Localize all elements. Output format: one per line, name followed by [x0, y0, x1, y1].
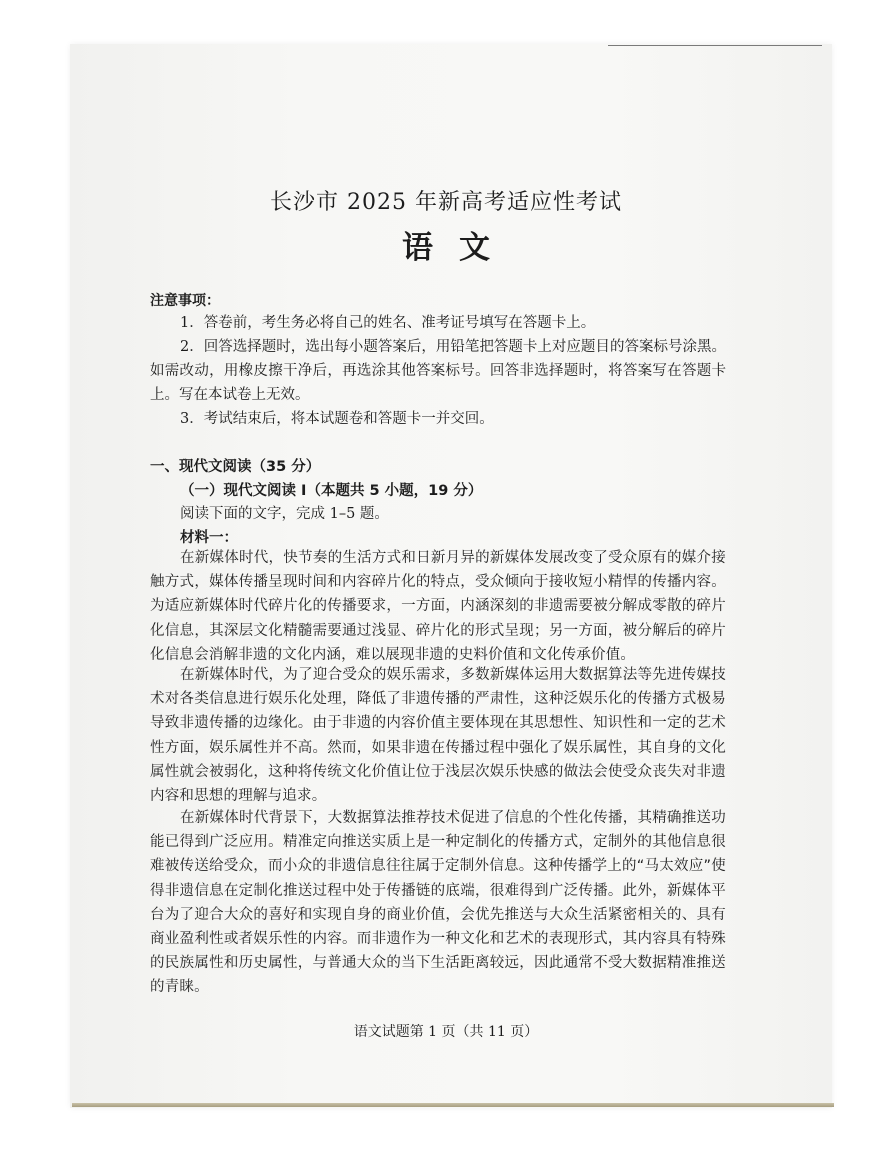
exam-title: 长沙市 2025 年新高考适应性考试 — [270, 190, 622, 215]
paper-bottom-edge — [72, 1103, 834, 1107]
page-footer: 语文试题第 1 页（共 11 页） — [353, 1024, 539, 1040]
notice-item-1: 1．答卷前，考生务必将自己的姓名、准考证号填写在答题卡上。 — [180, 315, 596, 331]
notice-item-3: 3．考试结束后，将本试题卷和答题卡一并交回。 — [180, 411, 494, 427]
paper-top-edge — [608, 45, 822, 46]
paragraph-2: 在新媒体时代，为了迎合受众的娱乐需求，多数新媒体运用大数据算法等先进传媒技术对各类信息进行娱乐化处理，降低了非遗传播的严肃性，这种泛娱乐化的传播方式极易导致非遗传播的边缘化。由于非遗的内容价值主要体现在其思想性、知识性和一定的艺术性方面，娱乐属性并不高。然而，如果非遗在传播过程中强化了娱乐属性，其自身的文化属性就会被弱化，这种将传统文化价值让位于浅层次娱乐快感的做法会使受众丧失对非遗内容和思想的理解与追求。 — [150, 667, 726, 805]
subsection-heading: （一）现代文阅读 I（本题共 5 小题，19 分） — [180, 483, 483, 499]
paragraph-3: 在新媒体时代背景下，大数据算法推荐技术促进了信息的个性化传播，其精确推送功能已得到广泛应用。精准定向推送实质上是一种定制化的传播方式，定制外的其他信息很难被传送给受众，而小众的非遗信息往往属于定制外信息。这种传播学上的“马太效应”使得非遗信息在定制化推送过程中处于传播链的底端，很难得到广泛传播。此外，新媒体平台为了迎合大众的喜好和实现自身的商业价值，会优先推送与大众生活紧密相关的、具有商业盈利性或者娱乐性的内容。而非遗作为一种文化和艺术的表现形式，其内容具有特殊的民族属性和历史属性，与普通大众的当下生活距离较远，因此通常不受大数据精准推送的青睐。 — [150, 810, 726, 996]
reading-instruction: 阅读下面的文字，完成 1–5 题。 — [180, 506, 389, 522]
notice-heading: 注意事项： — [150, 293, 220, 309]
section-heading: 一、现代文阅读（35 分） — [150, 459, 321, 475]
material-label: 材料一： — [180, 530, 238, 546]
paragraph-1: 在新媒体时代，快节奏的生活方式和日新月异的新媒体发展改变了受众原有的媒介接触方式，媒体传播呈现时间和内容碎片化的特点，受众倾向于接收短小精悍的传播内容。为适应新媒体时代碎片化的传播要求，一方面，内涵深刻的非遗需要被分解成零散的碎片化信息，其深层文化精髓需要通过浅显、碎片化的形式呈现；另一方面，被分解后的碎片化信息会消解非遗的文化内涵，难以展现非遗的史料价值和文化传承价值。 — [150, 550, 726, 663]
subject-title: 语文 — [402, 230, 516, 266]
notice-item-2: 2．回答选择题时，选出每小题答案后，用铅笔把答题卡上对应题目的答案标号涂黑。如需改动，用橡皮擦干净后，再选涂其他答案标号。回答非选择题时，将答案写在答题卡上。写在本试卷上无效。 — [150, 339, 726, 403]
